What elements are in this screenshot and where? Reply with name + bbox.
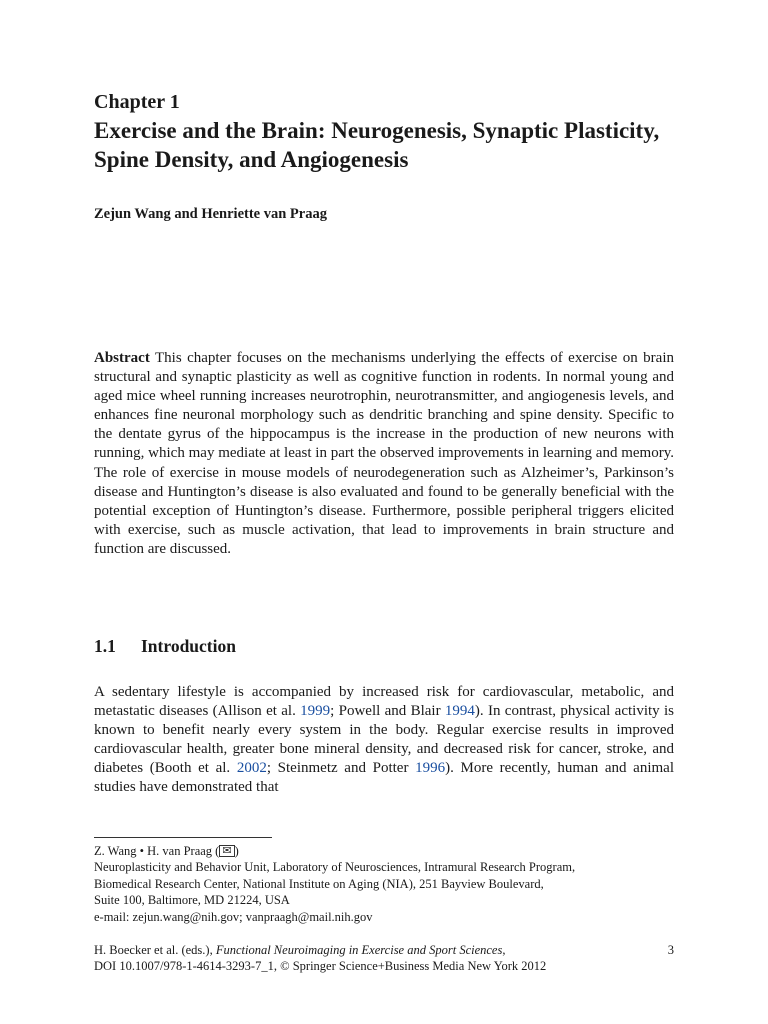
affiliation-line: Neuroplasticity and Behavior Unit, Laboratory of Neurosciences, Intramural Research Program, <box>94 860 576 875</box>
abstract-text: This chapter focuses on the mechanisms underlying the effects of exercise on brain structural and synaptic plasticity as well as cognitive function in rodents. In normal young and aged mice wheel running increases neurotrophin, neurotransmitter, and angiogenesis levels, and enhances fine neuronal morphology such as dendritic branching and spine density. Specific to the dentate gyrus of the hippocampus is the increase in the production of new neurons with running, which may mediate at least in part the observed improvements in learning and memory. The role of exercise in mouse models of neurodegeneration such as Alzheimer’s, Parkinson’s disease and Huntington’s disease is also evaluated and found to be generally beneficial with the potential exception of Huntington’s disease. Furthermore, possible peripheral triggers elicited with exercise, such as muscle activation, that lead to improvements in brain structure and function are discussed. <box>94 350 674 557</box>
footer-comma: , <box>502 943 506 957</box>
intro-text: ). In contrast, physical activity is known to benefit nearly every system in the body. Regular exercise results in improved cardiovascular health, greater bone mineral density, and decreased risk for cancer, stroke, and diabetes (Booth et al. <box>94 703 674 777</box>
citation-link[interactable]: 1994 <box>444 703 475 720</box>
intro-text: A sedentary lifestyle is accompanied by increased risk for cardiovascular, metabolic, and metastatic diseases (Allison et al. <box>94 684 674 720</box>
intro-text: ; Powell and Blair <box>330 703 445 720</box>
footer-editors: H. Boecker et al. (eds.), <box>94 943 216 957</box>
citation-link[interactable]: 1996 <box>415 760 446 777</box>
author-names: Z. Wang • H. van Praag ( <box>94 844 220 858</box>
affiliation-line: Suite 100, Baltimore, MD 21224, USA <box>94 893 290 908</box>
abstract <box>94 349 674 559</box>
footnote-divider <box>94 837 272 838</box>
page-number: 3 <box>667 943 674 957</box>
footer-citation <box>94 942 505 958</box>
section-title: Introduction <box>141 636 236 656</box>
envelope-icon: ✉ <box>219 845 234 857</box>
intro-text: ; Steinmetz and Potter <box>266 760 416 777</box>
chapter-title: Exercise and the Brain: Neurogenesis, Synaptic Plasticity, Spine Density, and Angiogenesis <box>94 118 660 172</box>
section-heading <box>94 636 236 657</box>
intro-text: ). More recently, human and animal studies have demonstrated that <box>94 760 674 796</box>
author-affiliation <box>94 843 694 925</box>
affiliation-names <box>94 843 694 859</box>
author-names-end: ) <box>234 844 239 858</box>
footer-citation-row <box>94 942 674 958</box>
affiliation-email: e-mail: zejun.wang@nih.gov; vanpraagh@mail.nih.gov <box>94 909 373 924</box>
section-number: 1.1 <box>94 636 116 656</box>
chapter-label: Chapter 1 <box>94 91 180 113</box>
footer-doi: DOI 10.1007/978-1-4614-3293-7_1, © Springer Science+Business Media New York 2012 <box>94 959 547 974</box>
abstract-heading: Abstract <box>94 350 150 366</box>
intro-paragraph <box>94 683 674 798</box>
footer-book-title: Functional Neuroimaging in Exercise and Sport Sciences <box>215 943 503 957</box>
affiliation-line: Biomedical Research Center, National Institute on Aging (NIA), 251 Bayview Boulevard, <box>94 876 544 891</box>
authors: Zejun Wang and Henriette van Praag <box>94 206 327 222</box>
citation-link[interactable]: 2002 <box>236 760 267 777</box>
page-footer <box>94 942 674 975</box>
citation-link[interactable]: 1999 <box>300 703 331 720</box>
